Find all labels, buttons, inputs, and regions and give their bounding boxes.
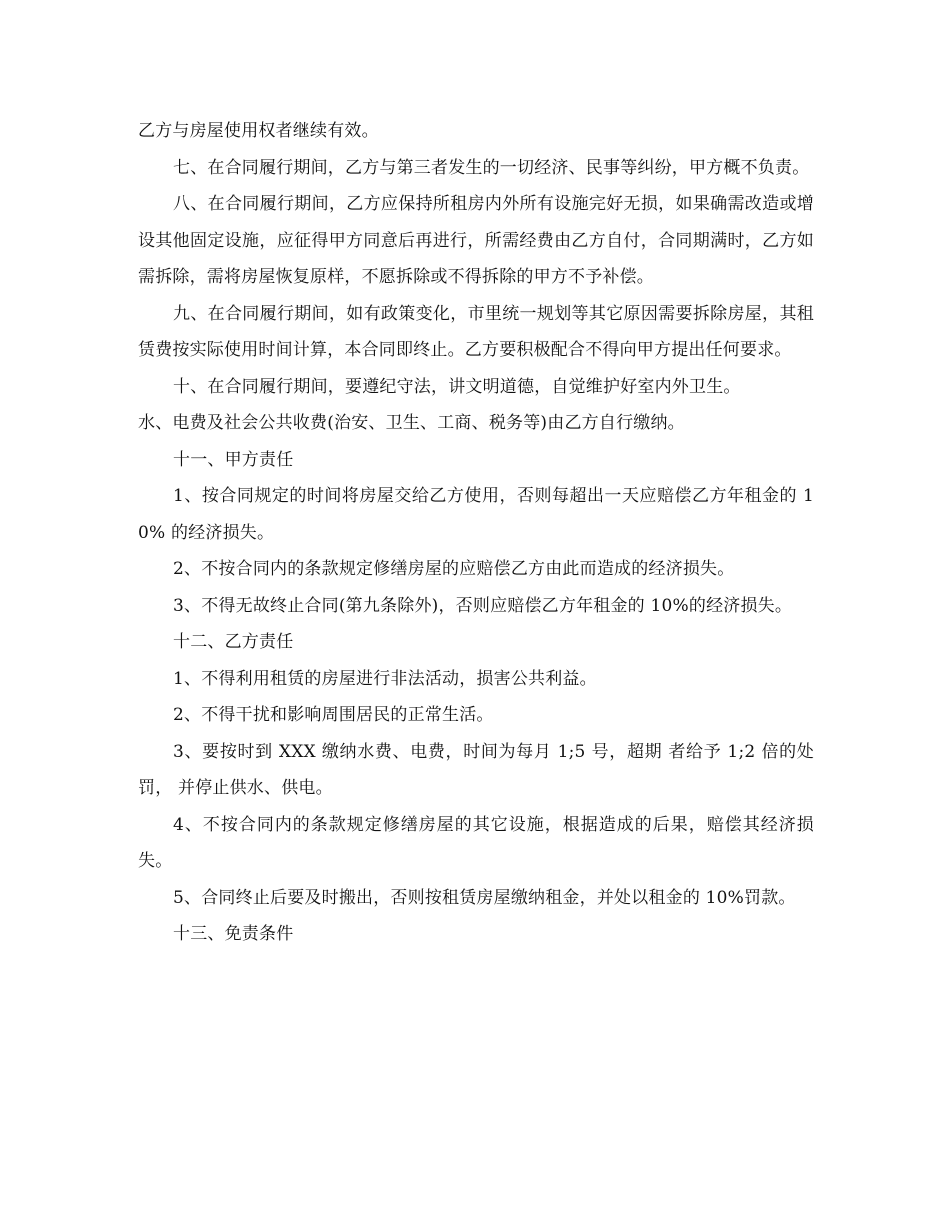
clause-12-item-5: 5、合同终止后要及时搬出，否则按租赁房屋缴纳租金，并处以租金的 10%罚款。 — [173, 887, 796, 908]
clause-12-item-3: 3、要按时到 XXX 缴纳水费、电费，时间为每月 1;5 号，超期 者给予 1;2 倍的处罚， 并停止供水、供电。 — [138, 741, 814, 798]
clause-9: 九、在合同履行期间，如有政策变化，市里统一规划等其它原因需要拆除房屋，其租赁费按实际使用时间计算，本合同即终止。乙方要积极配合不得向甲方提出任何要求。 — [138, 303, 814, 360]
clause-12-item-4: 4、不按合同内的条款规定修缮房屋的其它设施，根据造成的后果，赔偿其经济损失。 — [138, 814, 814, 871]
paragraph-continuation: 乙方与房屋使用权者继续有效。 — [138, 121, 379, 141]
clause-10: 十、在合同履行期间，要遵纪守法，讲文明道德，自觉维护好室内外卫生。 — [173, 376, 741, 397]
clause-13-heading: 十三、免责条件 — [173, 924, 294, 944]
clause-11-heading: 十一、甲方责任 — [173, 449, 294, 470]
clause-11-item-3: 3、不得无故终止合同(第九条除外)，否则应赔偿乙方年租金的 10%的经济损失。 — [173, 595, 793, 616]
clause-10-continuation: 水、电费及社会公共收费(治安、卫生、工商、税务等)由乙方自行缴纳。 — [138, 413, 685, 433]
clause-7: 七、在合同履行期间，乙方与第三者发生的一切经济、民事等纠纷，甲方概不负责。 — [173, 157, 810, 178]
clause-12-heading: 十二、乙方责任 — [173, 632, 294, 652]
clause-11-item-2: 2、不按合同内的条款规定修缮房屋的应赔偿乙方由此而造成的经济损失。 — [173, 559, 735, 579]
clause-12-item-2: 2、不得干扰和影响周围居民的正常生活。 — [173, 705, 494, 725]
clause-11-item-1: 1、按合同规定的时间将房屋交给乙方使用，否则每超出一天应赔偿乙方年租金的 10% 的经济损失。 — [138, 486, 814, 543]
clause-8: 八、在合同履行期间，乙方应保持所租房内外所有设施完好无损，如果确需改造或增设其他固定设施，应征得甲方同意后再进行，所需经费由乙方自付，合同期满时，乙方如需拆除，需将房屋恢复原样，不愿拆除或不得拆除的甲方不予补偿。 — [138, 194, 814, 287]
clause-12-item-1: 1、不得利用租赁的房屋进行非法活动，损害公共利益。 — [173, 668, 597, 689]
